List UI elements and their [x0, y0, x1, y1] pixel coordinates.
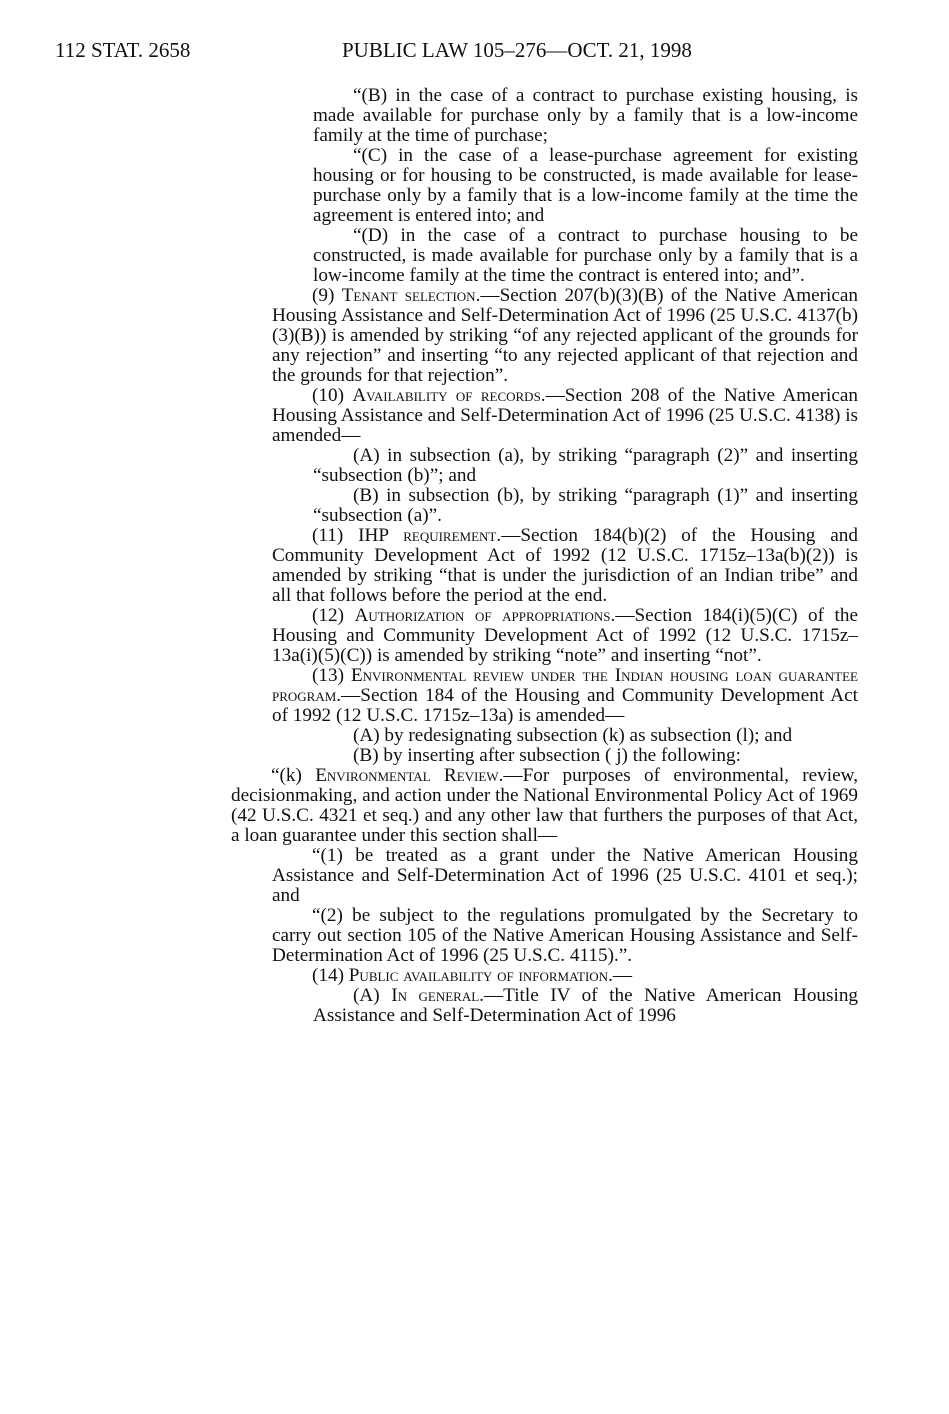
- subsection-k-paragraph-2: “(2) be subject to the regulations promulgated by the Secretary to carry out section 105 of the Native American Housing Assistance and Self-Determination Act of 1996 (25 U.S.C. 4115).”.: [272, 905, 858, 966]
- paragraph-heading: requirement.: [403, 525, 502, 546]
- paragraph-9-tenant-selection: (9) Tenant selection.—Section 207(b)(3)(B) of the Native American Housing Assistance and Self-Determination Act of 1996 (25 U.S.C. 4137(b)(3)(B)) is amended by striking “of any rejected applicant of the grounds for any rejection” and inserting “to any rejected applicant of that rejection and the grounds for that rejection”.: [272, 285, 859, 386]
- subsection-heading: Environmental Review.: [315, 765, 504, 786]
- running-title: PUBLIC LAW 105–276—OCT. 21, 1998: [342, 38, 692, 62]
- paragraph-heading: Tenant selection.: [341, 285, 481, 306]
- paragraph-heading: Authorization of appropriations.: [354, 605, 616, 626]
- subsection-k-paragraph-1: “(1) be treated as a grant under the Native American Housing Assistance and Self-Determination Act of 1996 (25 U.S.C. 4101 et seq.); and: [272, 845, 858, 906]
- statute-page-number: 112 STAT. 2658: [55, 38, 191, 62]
- clause-b: “(B) in the case of a contract to purchase existing housing, is made available for purchase only by a family that is a low-income family at the time of purchase;: [313, 85, 858, 146]
- subparagraph-14-a-in-general: (A) In general.—Title IV of the Native American Housing Assistance and Self-Determination Act of 1996: [313, 985, 859, 1026]
- paragraph-13-environmental-review: (13) Environmental review under the Indian housing loan guarantee program.—Section 184 of the Housing and Community Development Act of 1992 (12 U.S.C. 1715z–13a) is amended—: [272, 665, 858, 726]
- subparagraph-10-b: (B) in subsection (b), by striking “paragraph (1)” and inserting “subsection (a)”.: [313, 485, 858, 526]
- subparagraph-heading: In general.: [391, 985, 484, 1006]
- paragraph-heading: Environmental review under the Indian housing loan guarantee program.: [272, 665, 858, 706]
- clause-c: “(C) in the case of a lease-purchase agreement for existing housing or for housing to be constructed, is made available for lease-purchase only by a family that is a low-income family at the time the agreement is entered into; and: [313, 145, 858, 226]
- paragraph-14-public-availability: (14) Public availability of information.—: [312, 965, 633, 986]
- paragraph-10-availability-of-records: (10) Availability of records.—Section 208 of the Native American Housing Assistance and Self-Determination Act of 1996 (25 U.S.C. 4138) is amended—: [272, 385, 858, 446]
- paragraph-heading: Public availability of information.: [348, 965, 613, 986]
- page-body: [0, 86, 949, 1026]
- page-header: [55, 38, 895, 68]
- subparagraph-10-a: (A) in subsection (a), by striking “paragraph (2)” and inserting “subsection (b)”; and: [313, 445, 858, 486]
- clause-d: “(D) in the case of a contract to purchase housing to be constructed, is made available for purchase only by a family that is a low-income family at the time the contract is entered into; and”.: [313, 225, 858, 286]
- paragraph-12-authorization-of-appropriations: (12) Authorization of appropriations.—Section 184(i)(5)(C) of the Housing and Community Development Act of 1992 (12 U.S.C. 1715z–13a(i)(5)(C)) is amended by striking “note” and inserting “not”.: [272, 605, 858, 666]
- paragraph-11-ihp-requirement: (11) IHP requirement.—Section 184(b)(2) of the Housing and Community Development Act of 1992 (12 U.S.C. 1715z–13a(b)(2)) is amended by striking “that is under the jurisdiction of an Indian tribe” and all that follows before the period at the end.: [272, 525, 858, 606]
- subsection-k-environmental-review: “(k) Environmental Review.—For purposes of environmental, review, decisionmaking, and action under the National Environmental Policy Act of 1969 (42 U.S.C. 4321 et seq.) and any other law that furthers the purposes of that Act, a loan guarantee under this section shall—: [231, 765, 859, 846]
- subparagraph-13-b: (B) by inserting after subsection ( j) the following:: [353, 745, 741, 766]
- subparagraph-13-a: (A) by redesignating subsection (k) as subsection (l); and: [353, 725, 793, 746]
- paragraph-heading: Availability of records.: [352, 385, 546, 406]
